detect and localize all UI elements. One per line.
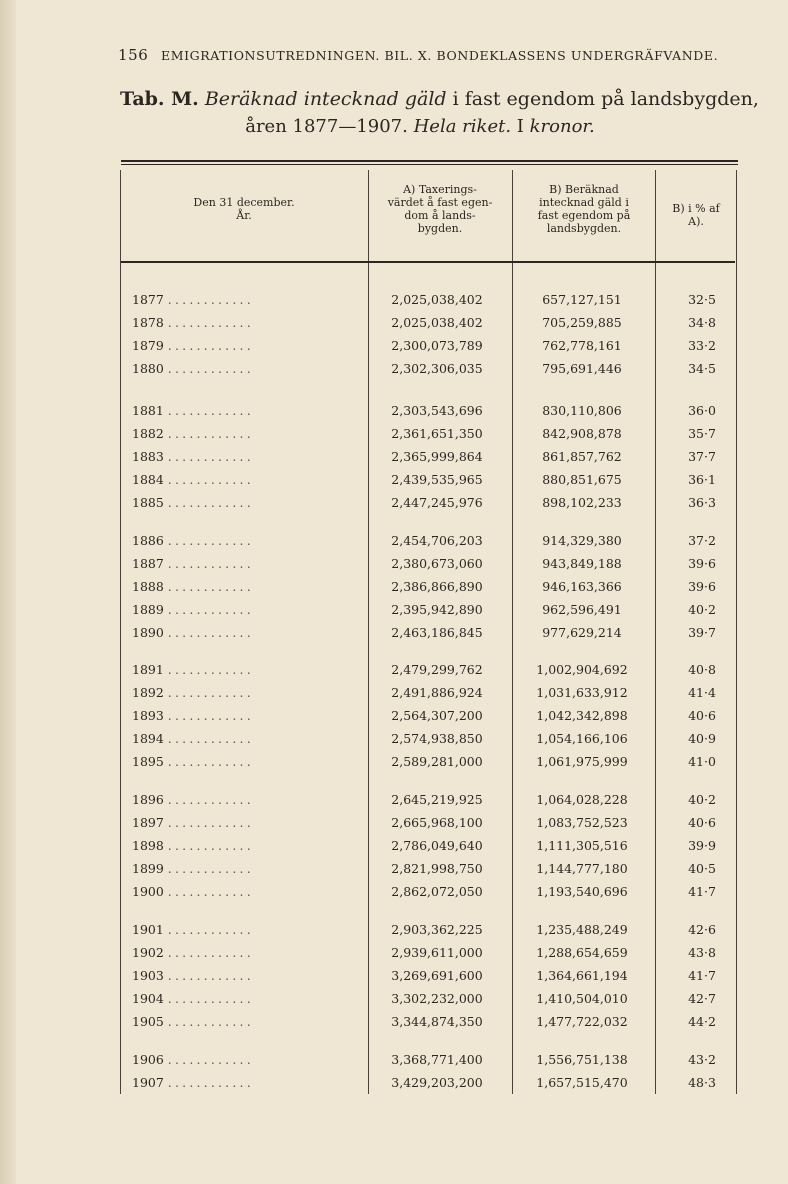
- year-value: 1889: [132, 602, 164, 617]
- table-row: [132, 289, 732, 311]
- tax-value: 2,903,362,225: [391, 922, 483, 937]
- mortgage-debt: 762,778,161: [542, 338, 622, 353]
- percent-value: 40·6: [688, 708, 716, 723]
- year-value: 1880: [132, 361, 164, 376]
- percent-value: 41·0: [688, 754, 716, 769]
- year-value: 1905: [132, 1014, 164, 1029]
- table-row: [132, 335, 732, 357]
- percent-value: 36·3: [688, 495, 716, 510]
- table-row: [132, 728, 732, 750]
- row-year: [132, 469, 362, 491]
- dot-leader: ............: [167, 838, 254, 853]
- mortgage-debt: 795,691,446: [542, 361, 622, 376]
- header-rule: [121, 261, 735, 263]
- percent-value: 34·5: [688, 361, 716, 376]
- dot-leader: ............: [167, 403, 254, 418]
- mortgage-debt: 657,127,151: [542, 292, 622, 307]
- dot-leader: ............: [167, 991, 254, 1006]
- row-year: [132, 881, 362, 903]
- mortgage-debt: 1,288,654,659: [536, 945, 628, 960]
- mortgage-debt: 1,031,633,912: [536, 685, 628, 700]
- dot-leader: ............: [167, 426, 254, 441]
- dot-leader: ............: [167, 968, 254, 983]
- percent-value: 40·6: [688, 815, 716, 830]
- mortgage-debt: 705,259,885: [542, 315, 622, 330]
- dot-leader: ............: [167, 338, 254, 353]
- dot-leader: ............: [167, 792, 254, 807]
- mortgage-debt: 861,857,762: [542, 449, 622, 464]
- dot-leader: ............: [167, 662, 254, 677]
- table-row: [132, 1072, 732, 1094]
- header-b-line4: landsbygden.: [546, 222, 622, 235]
- subtitle-in: I: [516, 116, 524, 137]
- mortgage-debt: 1,477,722,032: [536, 1014, 628, 1029]
- row-year: [132, 1072, 362, 1094]
- tax-value: 2,386,866,890: [391, 579, 483, 594]
- table-top-rule: [121, 160, 738, 165]
- percent-value: 32·5: [688, 292, 716, 307]
- table-row: [132, 705, 732, 727]
- mortgage-debt: 946,163,366: [542, 579, 622, 594]
- table-row: [132, 751, 732, 773]
- percent-value: 34·8: [688, 315, 716, 330]
- mortgage-debt: 1,054,166,106: [536, 731, 628, 746]
- header-percent: [657, 202, 735, 228]
- tax-value: 2,821,998,750: [391, 861, 483, 876]
- table-row: [132, 446, 732, 468]
- percent-value: 40·2: [688, 602, 716, 617]
- dot-leader: ............: [167, 579, 254, 594]
- tax-value: 2,862,072,050: [391, 884, 483, 899]
- year-value: 1884: [132, 472, 164, 487]
- row-year: [132, 312, 362, 334]
- row-year: [132, 400, 362, 422]
- dot-leader: ............: [167, 472, 254, 487]
- table-row: [132, 358, 732, 380]
- mortgage-debt: 1,556,751,138: [536, 1052, 628, 1067]
- year-value: 1890: [132, 625, 164, 640]
- year-value: 1891: [132, 662, 164, 677]
- year-value: 1900: [132, 884, 164, 899]
- mortgage-debt: 943,849,188: [542, 556, 622, 571]
- percent-value: 40·5: [688, 861, 716, 876]
- mortgage-debt: 1,002,904,692: [536, 662, 628, 677]
- percent-value: 40·9: [688, 731, 716, 746]
- percent-value: 36·0: [688, 403, 716, 418]
- tax-value: 2,395,942,890: [391, 602, 483, 617]
- row-year: [132, 530, 362, 552]
- table-row: [132, 988, 732, 1010]
- dot-leader: ............: [167, 602, 254, 617]
- table-row: [132, 659, 732, 681]
- tax-value: 2,491,886,924: [391, 685, 483, 700]
- row-year: [132, 576, 362, 598]
- header-p-line1: B) i % af: [672, 202, 720, 215]
- percent-value: 42·7: [688, 991, 716, 1006]
- table-row: [132, 1049, 732, 1071]
- column-rule: [120, 170, 121, 1094]
- year-value: 1882: [132, 426, 164, 441]
- header-b-line1: B) Beräknad: [549, 183, 619, 196]
- tax-value: 2,303,543,696: [391, 403, 483, 418]
- page-number: 156: [118, 46, 149, 64]
- mortgage-debt: 1,061,975,999: [536, 754, 628, 769]
- mortgage-debt: 977,629,214: [542, 625, 622, 640]
- dot-leader: ............: [167, 361, 254, 376]
- percent-value: 43·8: [688, 945, 716, 960]
- table-row: [132, 576, 732, 598]
- table-subtitle: [120, 116, 720, 137]
- mortgage-debt: 962,596,491: [542, 602, 622, 617]
- tax-value: 2,665,968,100: [391, 815, 483, 830]
- row-year: [132, 988, 362, 1010]
- year-value: 1892: [132, 685, 164, 700]
- dot-leader: ............: [167, 1014, 254, 1029]
- year-value: 1898: [132, 838, 164, 853]
- dot-leader: ............: [167, 884, 254, 899]
- year-value: 1877: [132, 292, 164, 307]
- table-row: [132, 965, 732, 987]
- percent-value: 43·2: [688, 1052, 716, 1067]
- mortgage-debt: 1,042,342,898: [536, 708, 628, 723]
- year-value: 1893: [132, 708, 164, 723]
- header-b-line2: intecknad gäld i: [539, 196, 629, 209]
- year-value: 1885: [132, 495, 164, 510]
- mortgage-debt: 880,851,675: [542, 472, 622, 487]
- mortgage-debt: 1,193,540,696: [536, 884, 628, 899]
- row-year: [132, 335, 362, 357]
- tax-value: 2,589,281,000: [391, 754, 483, 769]
- percent-value: 48·3: [688, 1075, 716, 1090]
- running-head: [118, 46, 748, 64]
- percent-value: 37·7: [688, 449, 716, 464]
- dot-leader: ............: [167, 292, 254, 307]
- row-year: [132, 858, 362, 880]
- tax-value: 2,645,219,925: [391, 792, 483, 807]
- table-row: [132, 492, 732, 514]
- mortgage-debt: 830,110,806: [542, 403, 622, 418]
- tax-value: 2,380,673,060: [391, 556, 483, 571]
- percent-value: 36·1: [688, 472, 716, 487]
- tax-value: 2,365,999,864: [391, 449, 483, 464]
- mortgage-debt: 1,364,661,194: [536, 968, 628, 983]
- table-row: [132, 622, 732, 644]
- percent-value: 37·2: [688, 533, 716, 548]
- row-year: [132, 1011, 362, 1033]
- year-value: 1894: [132, 731, 164, 746]
- row-year: [132, 446, 362, 468]
- dot-leader: ............: [167, 708, 254, 723]
- tax-value: 2,361,651,350: [391, 426, 483, 441]
- row-year: [132, 965, 362, 987]
- row-year: [132, 682, 362, 704]
- table-row: [132, 919, 732, 941]
- dot-leader: ............: [167, 945, 254, 960]
- table-row: [132, 682, 732, 704]
- tax-value: 2,939,611,000: [391, 945, 483, 960]
- subtitle-years: åren 1877—1907.: [245, 116, 408, 137]
- mortgage-debt: 1,657,515,470: [536, 1075, 628, 1090]
- header-b: [514, 183, 654, 235]
- row-year: [132, 789, 362, 811]
- year-value: 1903: [132, 968, 164, 983]
- year-value: 1907: [132, 1075, 164, 1090]
- table-row: [132, 469, 732, 491]
- year-value: 1896: [132, 792, 164, 807]
- row-year: [132, 728, 362, 750]
- dot-leader: ............: [167, 495, 254, 510]
- header-a-line3: dom å lands-: [404, 209, 476, 222]
- mortgage-debt: 1,410,504,010: [536, 991, 628, 1006]
- year-value: 1887: [132, 556, 164, 571]
- year-value: 1897: [132, 815, 164, 830]
- row-year: [132, 705, 362, 727]
- percent-value: 41·4: [688, 685, 716, 700]
- tax-value: 2,025,038,402: [391, 292, 483, 307]
- subtitle-unit: kronor.: [529, 116, 595, 137]
- year-value: 1878: [132, 315, 164, 330]
- row-year: [132, 835, 362, 857]
- year-value: 1906: [132, 1052, 164, 1067]
- title-rest: i fast egendom på landsbygden,: [452, 88, 759, 110]
- tax-value: 3,302,232,000: [391, 991, 483, 1006]
- table-row: [132, 1011, 732, 1033]
- dot-leader: ............: [167, 861, 254, 876]
- percent-value: 35·7: [688, 426, 716, 441]
- dot-leader: ............: [167, 449, 254, 464]
- year-value: 1879: [132, 338, 164, 353]
- table-row: [132, 530, 732, 552]
- mortgage-debt: 898,102,233: [542, 495, 622, 510]
- percent-value: 39·6: [688, 556, 716, 571]
- dot-leader: ............: [167, 754, 254, 769]
- row-year: [132, 942, 362, 964]
- table-row: [132, 400, 732, 422]
- tax-value: 3,269,691,600: [391, 968, 483, 983]
- year-value: 1904: [132, 991, 164, 1006]
- dot-leader: ............: [167, 922, 254, 937]
- mortgage-debt: 842,908,878: [542, 426, 622, 441]
- row-year: [132, 622, 362, 644]
- header-p-line2: A).: [688, 215, 704, 228]
- tax-value: 2,302,306,035: [391, 361, 483, 376]
- mortgage-debt: 1,064,028,228: [536, 792, 628, 807]
- row-year: [132, 289, 362, 311]
- row-year: [132, 492, 362, 514]
- tax-value: 3,368,771,400: [391, 1052, 483, 1067]
- year-value: 1881: [132, 403, 164, 418]
- percent-value: 39·7: [688, 625, 716, 640]
- header-year: [122, 196, 366, 222]
- table-title: [120, 88, 760, 110]
- row-year: [132, 812, 362, 834]
- table-row: [132, 881, 732, 903]
- percent-value: 44·2: [688, 1014, 716, 1029]
- tax-value: 3,429,203,200: [391, 1075, 483, 1090]
- header-year-line2: År.: [236, 209, 252, 222]
- tax-value: 2,300,073,789: [391, 338, 483, 353]
- year-value: 1883: [132, 449, 164, 464]
- header-b-line3: fast egendom på: [537, 209, 631, 222]
- dot-leader: ............: [167, 556, 254, 571]
- table-label: Tab. M.: [120, 88, 199, 110]
- year-value: 1901: [132, 922, 164, 937]
- table-row: [132, 812, 732, 834]
- page-edge: [0, 0, 16, 1184]
- dot-leader: ............: [167, 1075, 254, 1090]
- table-row: [132, 942, 732, 964]
- tax-value: 3,344,874,350: [391, 1014, 483, 1029]
- title-italic: Beräknad intecknad gäld: [204, 88, 447, 110]
- table-row: [132, 312, 732, 334]
- year-value: 1895: [132, 754, 164, 769]
- mortgage-debt: 914,329,380: [542, 533, 622, 548]
- percent-value: 41·7: [688, 884, 716, 899]
- tax-value: 2,439,535,965: [391, 472, 483, 487]
- row-year: [132, 1049, 362, 1071]
- dot-leader: ............: [167, 1052, 254, 1067]
- table-row: [132, 423, 732, 445]
- percent-value: 41·7: [688, 968, 716, 983]
- row-year: [132, 423, 362, 445]
- tax-value: 2,447,245,976: [391, 495, 483, 510]
- table-row: [132, 599, 732, 621]
- table-row: [132, 789, 732, 811]
- percent-value: 42·6: [688, 922, 716, 937]
- table-row: [132, 858, 732, 880]
- dot-leader: ............: [167, 685, 254, 700]
- percent-value: 40·8: [688, 662, 716, 677]
- percent-value: 40·2: [688, 792, 716, 807]
- dot-leader: ............: [167, 625, 254, 640]
- row-year: [132, 553, 362, 575]
- percent-value: 39·6: [688, 579, 716, 594]
- year-value: 1888: [132, 579, 164, 594]
- row-year: [132, 919, 362, 941]
- row-year: [132, 358, 362, 380]
- mortgage-debt: 1,144,777,180: [536, 861, 628, 876]
- year-value: 1902: [132, 945, 164, 960]
- percent-value: 39·9: [688, 838, 716, 853]
- row-year: [132, 751, 362, 773]
- table-row: [132, 553, 732, 575]
- dot-leader: ............: [167, 533, 254, 548]
- tax-value: 2,574,938,850: [391, 731, 483, 746]
- header-year-line1: Den 31 december.: [193, 196, 295, 209]
- tax-value: 2,454,706,203: [391, 533, 483, 548]
- tax-value: 2,025,038,402: [391, 315, 483, 330]
- subtitle-scope: Hela riket.: [413, 116, 512, 137]
- dot-leader: ............: [167, 815, 254, 830]
- tax-value: 2,479,299,762: [391, 662, 483, 677]
- percent-value: 33·2: [688, 338, 716, 353]
- header-a-line1: A) Taxerings-: [403, 183, 477, 196]
- tax-value: 2,564,307,200: [391, 708, 483, 723]
- year-value: 1899: [132, 861, 164, 876]
- tax-value: 2,463,186,845: [391, 625, 483, 640]
- header-a: [370, 183, 510, 235]
- mortgage-debt: 1,083,752,523: [536, 815, 628, 830]
- row-year: [132, 659, 362, 681]
- dot-leader: ............: [167, 315, 254, 330]
- table-row: [132, 835, 732, 857]
- header-a-line4: bygden.: [417, 222, 463, 235]
- tax-value: 2,786,049,640: [391, 838, 483, 853]
- row-year: [132, 599, 362, 621]
- header-a-line2: värdet å fast egen-: [387, 196, 493, 209]
- running-title: EMIGRATIONSUTREDNINGEN. BIL. X. BONDEKLASSENS UNDERGRÄFVANDE.: [161, 48, 719, 63]
- dot-leader: ............: [167, 731, 254, 746]
- year-value: 1886: [132, 533, 164, 548]
- mortgage-debt: 1,235,488,249: [536, 922, 628, 937]
- mortgage-debt: 1,111,305,516: [536, 838, 628, 853]
